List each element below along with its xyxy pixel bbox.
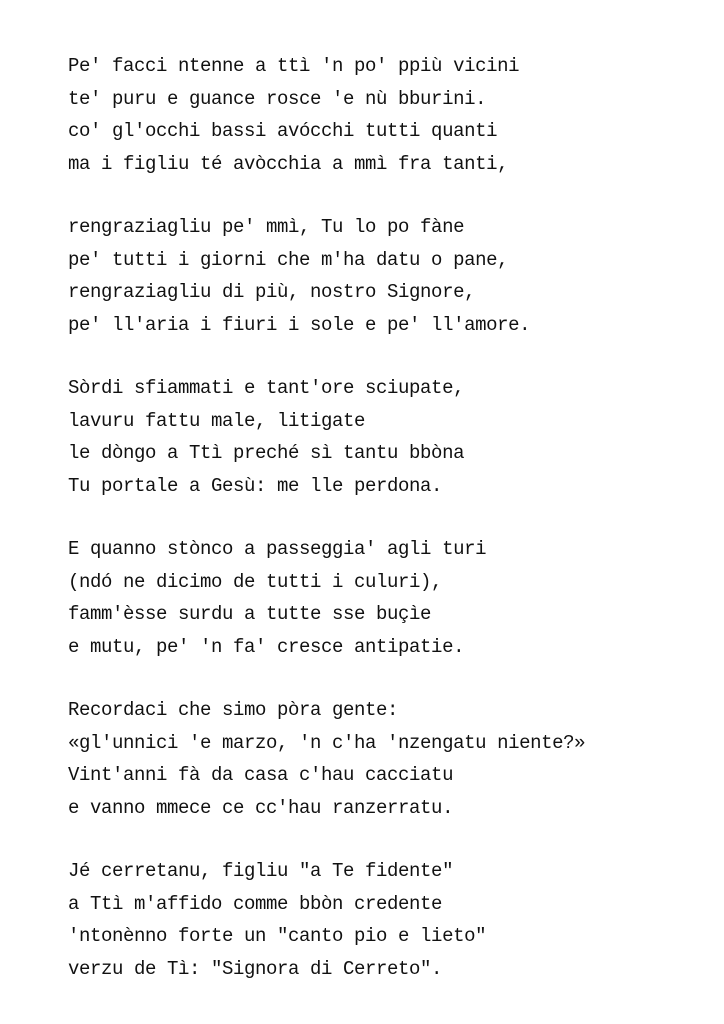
poem-line: e mutu, pe' 'n fa' cresce antipatie. xyxy=(68,635,465,658)
stanza-1 xyxy=(68,50,688,180)
poem-line: famm'èsse surdu a tutte sse buçìe xyxy=(68,603,432,625)
poem-line: Pe' facci ntenne a ttì 'n po' ppiù vicini xyxy=(68,55,520,77)
poem-line: Recordaci che simo pòra gente: xyxy=(68,699,399,721)
poem-line: e vanno mmece ce cc'hau ranzerratu. xyxy=(68,796,454,819)
poem-line: co' gl'occhi bassi avócchi tutti quanti xyxy=(68,120,498,142)
poem-line: le dòngo a Ttì preché sì tantu bbòna xyxy=(68,442,465,464)
poem-line: te' puru e guance rosce 'e nù bburini. xyxy=(68,87,487,110)
poem-line: a Ttì m'affido comme bbòn credente xyxy=(68,892,443,915)
poem-line: «gl'unnici 'e marzo, 'n c'ha 'nzengatu niente?» xyxy=(68,731,586,754)
stanza-4 xyxy=(68,533,688,663)
poem-line: E quanno stònco a passeggia' agli turi xyxy=(68,538,487,560)
poem-line: Vint'anni fà da casa c'hau cacciatu xyxy=(68,764,454,786)
stanza-6 xyxy=(68,855,688,985)
poem-line: lavuru fattu male, litigate xyxy=(68,409,366,432)
poem-line: (ndó ne dicimo de tutti i culuri), xyxy=(68,570,443,593)
stanza-3 xyxy=(68,372,688,502)
stanza-5 xyxy=(68,694,688,824)
stanza-2 xyxy=(68,211,688,341)
poem-line: 'ntonènno forte un "canto pio e lieto" xyxy=(68,925,487,947)
poem-line: Sòrdi sfiammati e tant'ore sciupate, xyxy=(68,377,465,399)
poem-line: rengraziagliu di più, nostro Signore, xyxy=(68,281,476,303)
poem-line: rengraziagliu pe' mmì, Tu lo po fàne xyxy=(68,216,465,238)
poem-line: verzu de Tì: "Signora di Cerreto". xyxy=(68,957,443,980)
poem-line: pe' tutti i giorni che m'ha datu o pane, xyxy=(68,248,509,271)
poem-text xyxy=(68,50,688,1016)
poem-line: Tu portale a Gesù: me lle perdona. xyxy=(68,474,443,497)
poem-line: Jé cerretanu, figliu "a Te fidente" xyxy=(68,860,454,882)
poem-line: pe' ll'aria i fiuri i sole e pe' ll'amore. xyxy=(68,313,531,336)
poem-line: ma i figliu té avòcchia a mmì fra tanti, xyxy=(68,152,509,175)
